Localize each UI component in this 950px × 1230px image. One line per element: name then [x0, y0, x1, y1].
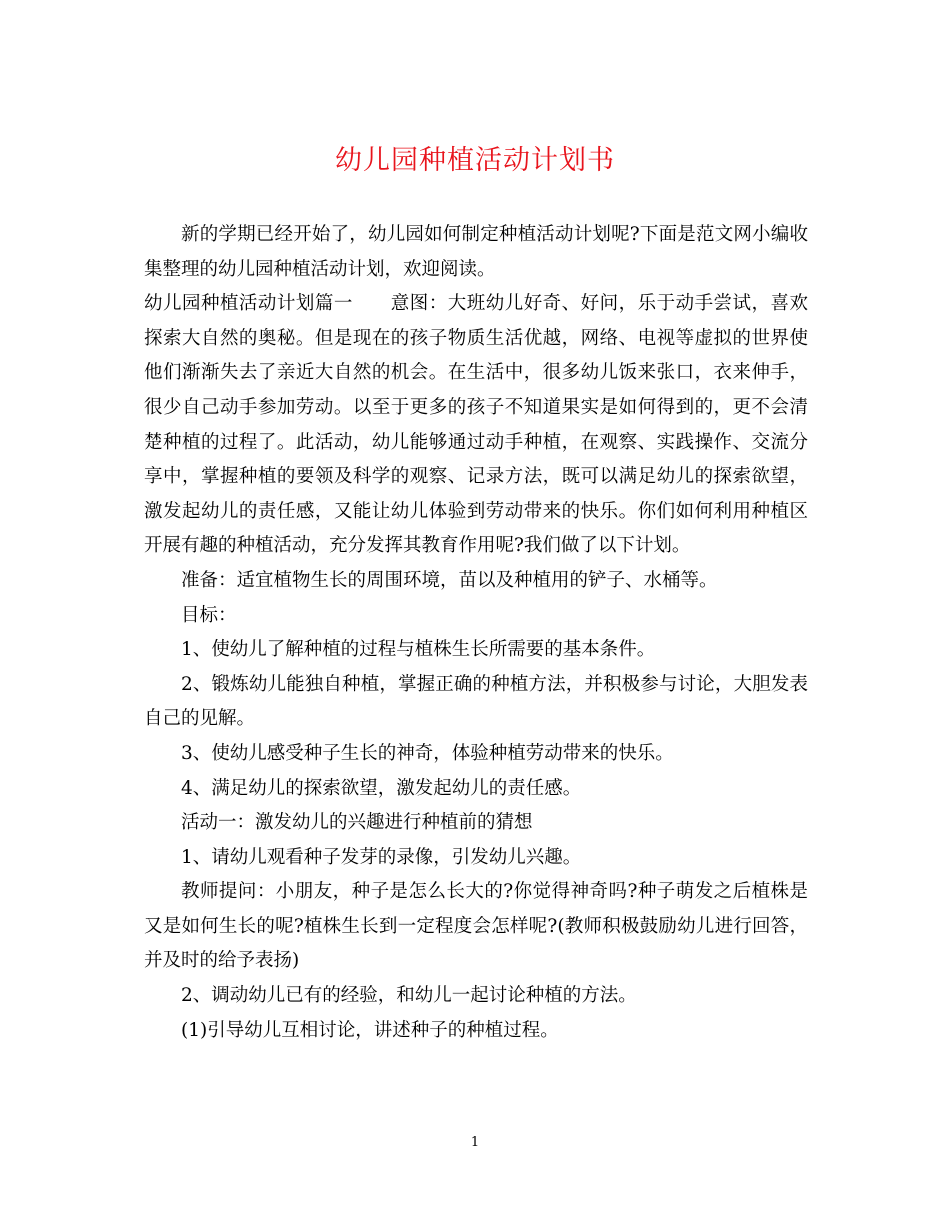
goals-heading: 目标：: [181, 604, 237, 626]
plan-intent-paragraph: 幼儿园种植活动计划篇一 意图：大班幼儿好奇、好问，乐于动手尝试，喜欢探索大自然的奥秘。但是现在的孩子物质生活优越，网络、电视等虚拟的世界使他们渐渐失去了亲近大自然的机会。在生活中，很多幼儿饭来张口，衣来伸手，很少自己动手参加劳动。以至于更多的孩子不知道果实是如何得到的，更不会清楚种植的过程了。此活动，幼儿能够通过动手种植，在观察、实践操作、交流分享中，掌握种植的要领及科学的观察、记录方法，既可以满足幼儿的探索欲望，激发起幼儿的责任感，又能让幼儿体验到劳动带来的快乐。你们如何利用种植区开展有趣的种植活动，充分发挥其教育作用呢?我们做了以下计划。: [144, 293, 808, 557]
activity-one-step-2: 2、调动幼儿已有的经验，和幼儿一起讨论种植的方法。: [181, 985, 637, 1007]
activity-one-substep-1: (1)引导幼儿互相讨论，讲述种子的种植过程。: [181, 1019, 559, 1041]
goal-item-1: 1、使幼儿了解种植的过程与植株生长所需要的基本条件。: [181, 639, 656, 661]
intro-paragraph: 新的学期已经开始了，幼儿园如何制定种植活动计划呢?下面是范文网小编收集整理的幼儿园种植活动计划，欢迎阅读。: [144, 224, 808, 280]
document-title: 幼儿园种植活动计划书: [335, 145, 615, 176]
goal-item-2: 2、锻炼幼儿能独自种植，掌握正确的种植方法，并积极参与讨论，大胆发表自己的见解。: [144, 673, 808, 730]
activity-one-step-1: 1、请幼儿观看种子发芽的录像，引发幼儿兴趣。: [181, 846, 582, 868]
goal-item-4: 4、满足幼儿的探索欲望，激发起幼儿的责任感。: [181, 777, 582, 799]
page-number: 1: [470, 1135, 480, 1150]
document-body: [144, 218, 808, 1048]
activity-one-heading: 活动一：激发幼儿的兴趣进行种植前的猜想: [181, 812, 533, 834]
teacher-question-paragraph: 教师提问：小朋友，种子是怎么长大的?你觉得神奇吗?种子萌发之后植株是又是如何生长的呢?植株生长到一定程度会怎样呢?(教师积极鼓励幼儿进行回答，并及时的给予表扬): [144, 881, 808, 972]
goal-item-3: 3、使幼儿感受种子生长的神奇，体验种植劳动带来的快乐。: [181, 742, 674, 764]
preparation-paragraph: 准备：适宜植物生长的周围环境，苗以及种植用的铲子、水桶等。: [181, 569, 718, 591]
